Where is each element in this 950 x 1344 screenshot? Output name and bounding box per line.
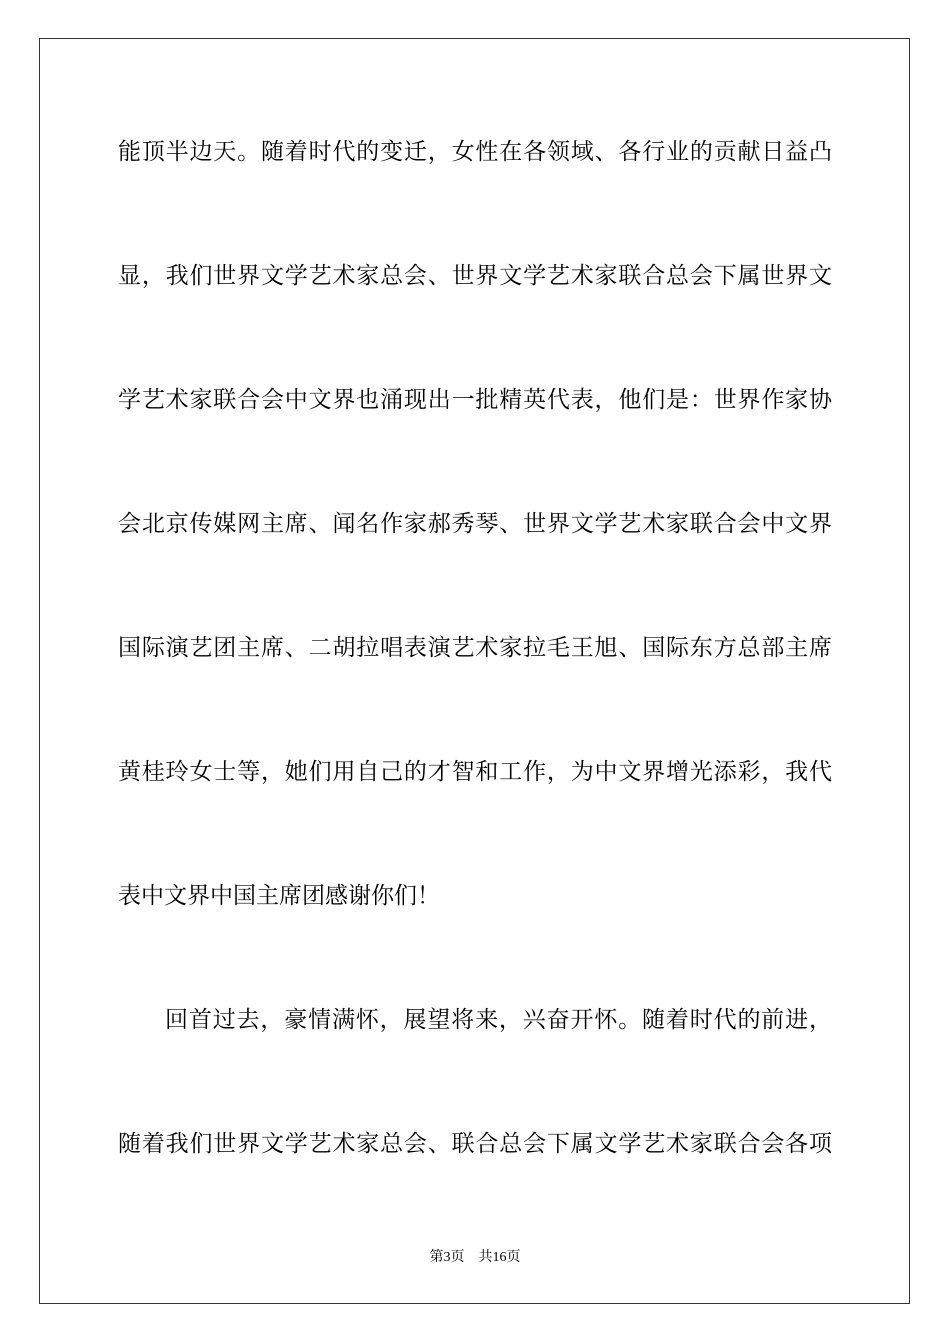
body-text-line: 学艺术家联合会中文界也涌现出一批精英代表，他们是：世界作家协 (118, 387, 832, 413)
body-text-line: 表中文界中国主席团感谢你们！ (118, 883, 440, 909)
body-text-line: 国际演艺团主席、二胡拉唱表演艺术家拉毛王旭、国际东方总部主席 (118, 635, 832, 661)
paragraph-first-line: 回首过去，豪情满怀，展望将来，兴奋开怀。随着时代的前进， (165, 1007, 832, 1033)
total-pages: 共16页 (478, 1250, 521, 1265)
page-frame (39, 38, 910, 1304)
body-text-line: 能顶半边天。随着时代的变迁，女性在各领域、各行业的贡献日益凸 (118, 139, 832, 165)
page-footer (0, 1248, 950, 1268)
body-text-line: 显，我们世界文学艺术家总会、世界文学艺术家联合总会下属世界文 (118, 263, 832, 289)
body-text-line: 随着我们世界文学艺术家总会、联合总会下属文学艺术家联合会各项 (118, 1131, 832, 1157)
page-number: 第3页 (429, 1250, 465, 1265)
body-text-line: 黄桂玲女士等，她们用自己的才智和工作，为中文界增光添彩，我代 (118, 759, 832, 785)
body-text-line: 会北京传媒网主席、闻名作家郝秀琴、世界文学艺术家联合会中文界 (118, 511, 832, 537)
